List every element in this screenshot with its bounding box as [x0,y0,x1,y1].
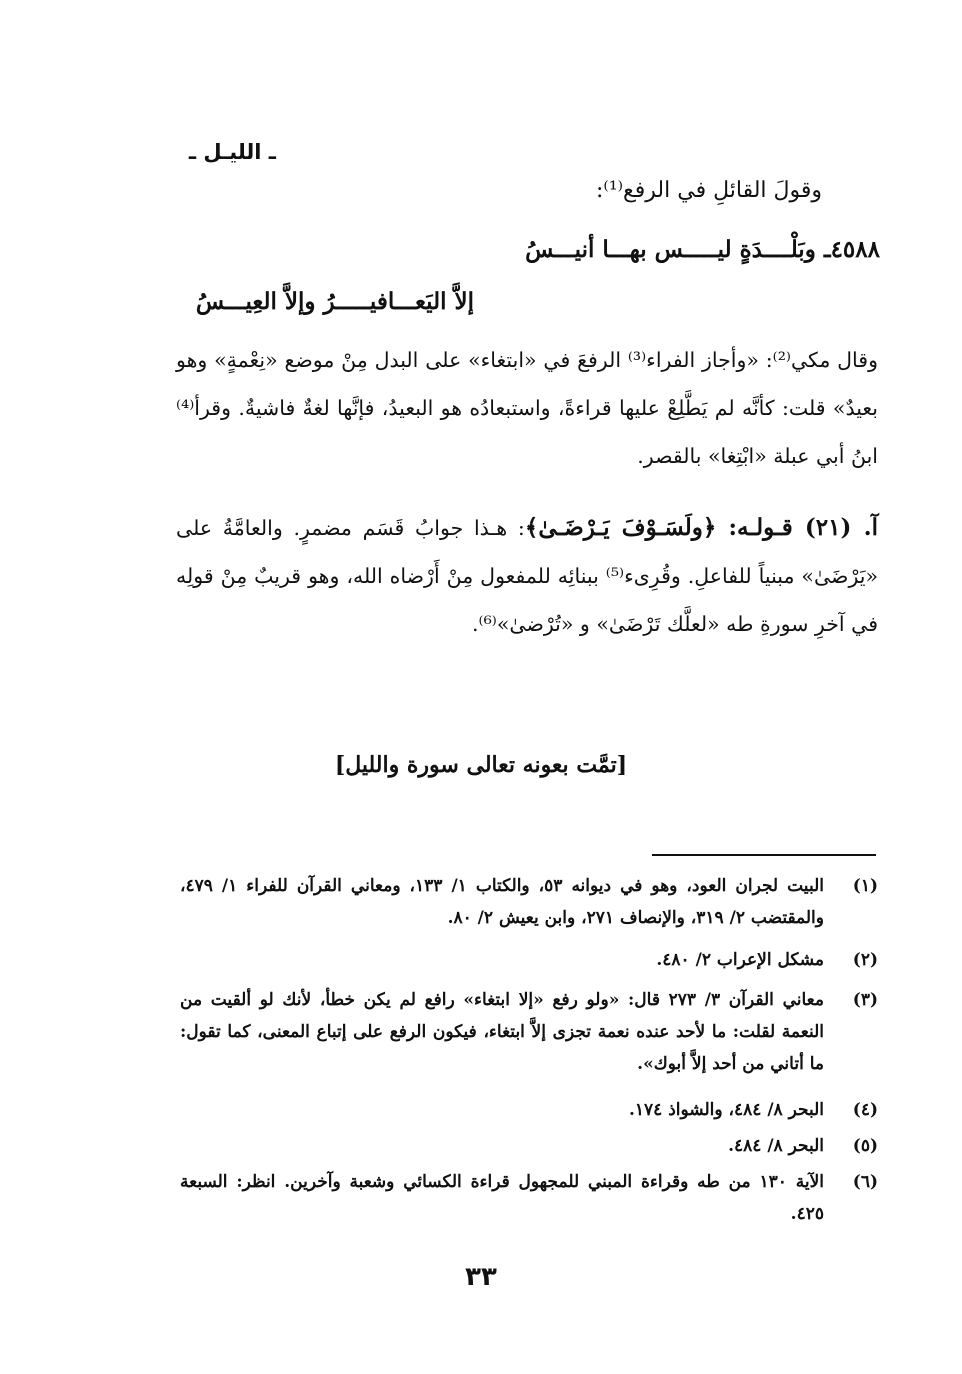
footnote-number: (٦) [852,1172,878,1192]
footnote-4 [180,1094,878,1126]
verse-line-1: ٤٥٨٨ـ وبَلْــــدَةٍ ليـــــس بهـــا أنيـــسُ [525,236,880,263]
verse-21-heading: آ. (٢١) قـولـه: ﴿ولَسَـوْفَ يَـرْضَـىٰ﴾ [524,514,878,541]
footnote-text: البحر ٨/ ٤٨٤. [728,1136,824,1156]
footnote-2 [180,944,878,976]
paragraph-verse-21 [176,504,878,648]
paragraph-makki: وقال مكي⁽²⁾: «وأجاز الفراء⁽³⁾ الرفعَ في «ابتغاء» على البدل مِنْ موضع «نِعْمةٍ» وهو بعيدٌ» قلت: كأنَّه لم يَطَّلِعْ عليها قراءةً، واستبعادُه هو البعيدُ، فإنَّها لغةٌ فاشيةٌ. وقرأ⁽⁴⁾ ابنُ أبي عبلة «ابْتِغا» بالقصر. [176,348,878,468]
footnote-number: (٤) [852,1100,878,1120]
footnote-number: (٥) [852,1136,878,1156]
footnote-text: البحر ٨/ ٤٨٤، والشواذ ١٧٤. [628,1100,824,1120]
footnote-6 [180,1166,878,1230]
intro-line: وقولَ القائلِ في الرفع⁽¹⁾: [596,178,822,203]
verse-line-2: إلاَّ اليَعـــافيـــــرُ وإلاَّ العِيـــسُ [195,288,474,315]
footnote-number: (١) [852,876,878,896]
footnote-text: الآية ١٣٠ من طه وقراءة المبني للمجهول قراءة الكسائي وشعبة وآخرين. انظر: السبعة ٤٢٥. [180,1172,825,1224]
footnote-text: مشكل الإعراب ٢/ ٤٨٠. [656,950,824,970]
footnote-1 [180,870,878,934]
footnote-3 [180,984,878,1080]
footnote-text: معاني القرآن ٣/ ٢٧٣ قال: «ولو رفع «إلا ابتغاء» رافع لم يكن خطأ، لأنك لو ألقيت من النعمة لقلت: ما لأحد عنده نعمة تجزى إلاَّ ابتغاء، فيكون الرفع على إتباع المعنى، كما تقول: ما أتاني من أحد إلاَّ أبوك». [180,990,824,1074]
running-header: ـ الليـل ـ [188,140,276,164]
footnote-number: (٢) [852,950,878,970]
page-number: ٣٣ [465,1262,497,1292]
sura-end-note: [تمَّت بعونه تعالى سورة والليل] [334,752,628,778]
footnote-5 [180,1130,878,1162]
footnote-separator [652,854,876,856]
verse-21-commentary: : هـذا جوابُ قَسَم مضمرٍ. والعامَّةُ على «يَرْضَىٰ» مبنياً للفاعلِ. وقُرِىء⁽⁵⁾ ببنائِه للمفعول مِنْ أَرْضاه الله، وهو قريبٌ مِنْ قولِه في آخرِ سورةِ طه «لعلَّك تَرْضَىٰ» و «تُرْضىٰ»⁽⁶⁾. [176,516,878,636]
footnote-number: (٣) [852,990,878,1010]
footnote-text: البيت لجران العود، وهو في ديوانه ٥٣، والكتاب ١/ ١٣٣، ومعاني القرآن للفراء ١/ ٤٧٩، والمقتضب ٢/ ٣١٩، والإنصاف ٢٧١، وابن يعيش ٢/ ٨٠. [180,876,824,928]
